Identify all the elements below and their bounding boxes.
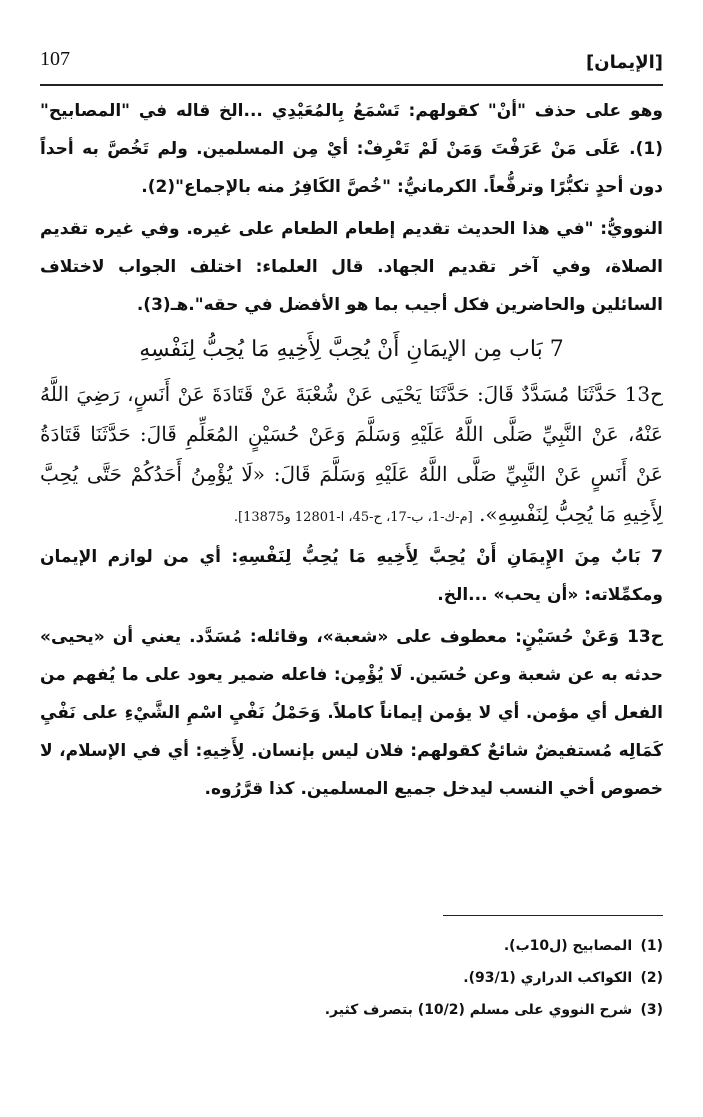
main-text: [40, 92, 663, 812]
footnote-number: (3): [640, 1002, 663, 1018]
commentary-paragraph-3: 7 بَابٌ مِنَ الإِيمَانِ أَنْ يُحِبَّ لِأَخِيهِ مَا يُحِبُّ لِنَفْسِهِ: أي من لوازم الإيمان ومكمِّلاته: «أن يحب» ...الخ.: [40, 547, 663, 605]
footnote-number: (1): [640, 938, 663, 954]
chapter-title: 7 بَاب مِن الإيمَانِ أَنْ يُحِبَّ لِأَخِيهِ مَا يُحِبُّ لِنَفْسِهِ: [139, 337, 564, 362]
footnote-text: شرح النووي على مسلم (10/2) بتصرف كثير.: [324, 1002, 633, 1018]
hadith-text: [40, 374, 663, 538]
footnote-item: [40, 994, 663, 1026]
footnote-item: [40, 962, 663, 994]
section-tag: [الإيمان]: [586, 52, 663, 73]
footnote-divider: [443, 915, 663, 916]
header-divider: [40, 84, 663, 86]
footnotes: [40, 915, 663, 1026]
hadith-body: ح13 حَدَّثَنَا مُسَدَّدٌ قَالَ: حَدَّثَنَا يَحْيَى عَنْ شُعْبَةَ عَنْ قَتَادَةَ عَنْ أَنَسٍ، رَضِيَ اللَّهُ عَنْهُ، عَنْ النَّبِيِّ صَلَّى اللَّهُ عَلَيْهِ وَسَلَّمَ وَعَنْ حُسَيْنٍ المُعَلِّمِ قَالَ: حَدَّثَنَا قَتَادَةُ عَنْ أَنَسٍ عَنْ النَّبِيِّ صَلَّى اللَّهُ عَلَيْهِ وَسَلَّمَ قَالَ: «لَا يُؤْمِنُ أَحَدُكُمْ حَتَّى يُحِبَّ لِأَخِيهِ مَا يُحِبُّ لِنَفْسِهِ».: [40, 382, 663, 526]
footnote-number: (2): [640, 970, 663, 986]
footnote-item: [40, 930, 663, 962]
commentary-paragraph-4: ح13 وَعَنْ حُسَيْنٍ: معطوف على «شعبة»، وقائله: مُسَدَّد. يعني أن «يحيى» حدثه به عن شعبة وعن حُسَين. لَا يُؤْمِن: فاعله ضمير يعود على ما يُفهم من الفعل أي مؤمن. أي لا يؤمن إيماناً كاملاً. وَحَمْلُ نَفْيِ اسْمِ الشَّيْءِ على نَفْيِ كَمَالِه مُستفيضٌ شائعٌ كقولهم: فلان ليس بإنسان. لِأَخِيهِ: أي في الإسلام، لا خصوص أخي النسب ليدخل جميع المسلمين. كذا قرَّرُوه.: [40, 627, 663, 799]
footnote-text: الكواكب الدراري (93/1).: [463, 970, 633, 986]
page-number: 107: [40, 48, 70, 70]
footnote-text: المصابيح (ل10ب).: [503, 938, 633, 954]
hadith-references: [م-ك-1، ب-17، ح-45، ا-12801 و13875].: [233, 510, 473, 525]
commentary-paragraph-2: النوويُّ: "في هذا الحديث تقديم إطعام الطعام على غيره. وفي غيره تقديم الصلاة، وفي آخر تقديم الجهاد. قال العلماء: اختلف الجواب لاختلاف السائلين والحاضرين فكل أجيب بما هو الأفضل في حقه".هـ(3).: [40, 219, 663, 315]
page-header: [40, 44, 663, 82]
commentary-paragraph-1: وهو على حذف "أنْ" كقولهم: تَسْمَعُ بِالمُعَيْدِي ...الخ قاله في "المصابيح"(1). عَلَى مَنْ عَرَفْتَ وَمَنْ لَمْ تَعْرِفْ: أيْ مِن المسلمين. ولم تَخُصَّ به أحداً دون أحدٍ تكبُّرًا وترفُّعاً. الكرمانيُّ: "خُصَّ الكَافِرُ منه بالإجماع"(2).: [40, 101, 663, 197]
